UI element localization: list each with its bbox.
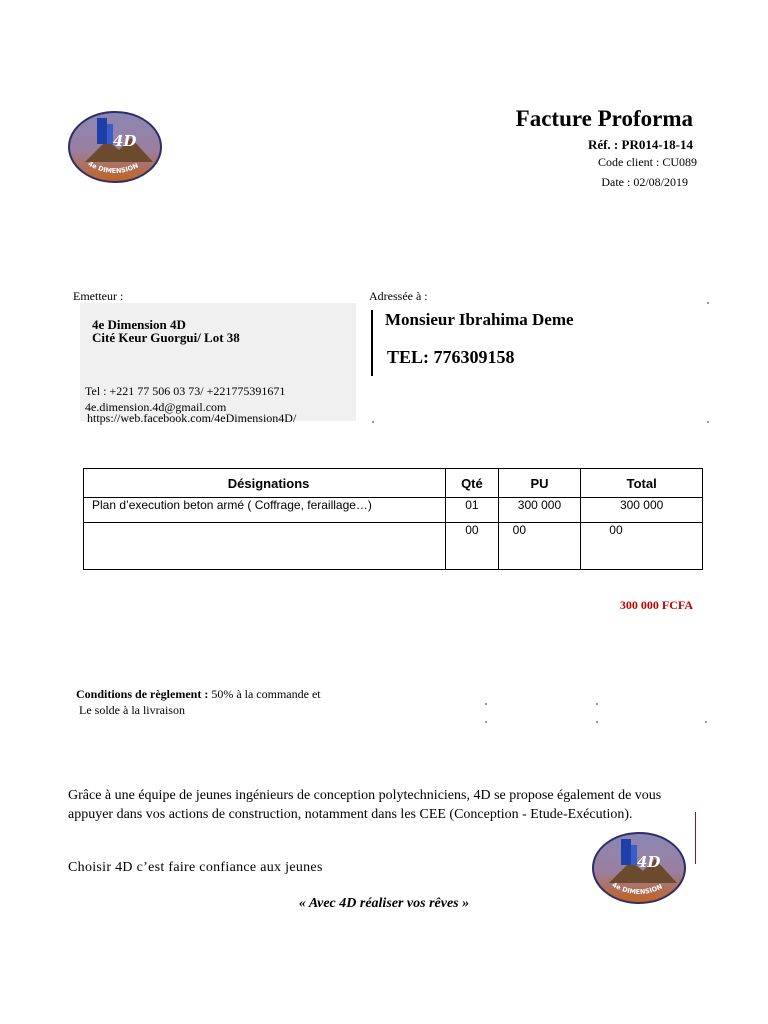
sender-address: Cité Keur Guorgui/ Lot 38 [92, 330, 240, 345]
artifact-dot [707, 421, 709, 423]
cell-qty: 00 [446, 523, 499, 570]
sender-email: 4e.dimension.4d@gmail.com [85, 400, 227, 414]
cell-total: 00 [581, 523, 703, 570]
cell-designation: Plan d’execution beton armé ( Coffrage, feraillage…) [84, 498, 446, 523]
sender-label: Emetteur : [73, 289, 124, 303]
table-row [84, 523, 703, 570]
artifact-dot [485, 721, 487, 723]
artifact-dot [596, 703, 598, 705]
company-logo-graphic [67, 110, 163, 184]
cell-qty: 01 [446, 498, 499, 523]
company-logo-graphic [591, 831, 687, 905]
artifact-dot [485, 703, 487, 705]
column-header-designations: Désignations [84, 469, 446, 498]
column-header-total: Total [581, 469, 703, 498]
payment-conditions [76, 687, 321, 702]
client-code: Code client : CU089 [598, 155, 697, 169]
artifact-dot [596, 721, 598, 723]
table-row [84, 498, 703, 523]
svg-text:4D: 4D [113, 132, 137, 150]
sender-phone: Tel : +221 77 506 03 73/ +221775391671 [85, 384, 286, 398]
cell-designation [84, 523, 446, 570]
table-header-row [84, 469, 703, 498]
sender-facebook: https://web.facebook.com/4eDimension4D/ [87, 411, 297, 425]
svg-text:4e DIMENSION: 4e DIMENSION [86, 159, 140, 176]
recipient-name: Monsieur Ibrahima Deme [385, 310, 574, 329]
tagline: Choisir 4D c’est faire confiance aux jeunes [68, 860, 323, 875]
svg-text:4e DIMENSION: 4e DIMENSION [610, 880, 664, 897]
artifact-dot [705, 721, 707, 723]
column-header-pu: PU [498, 469, 581, 498]
invoice-date: Date : 02/08/2019 [601, 175, 688, 189]
company-logo [67, 110, 163, 184]
conditions-line2: Le solde à la livraison [79, 703, 185, 717]
items-table [83, 468, 703, 570]
recipient-bar [371, 310, 373, 376]
recipient-phone: TEL: 776309158 [387, 347, 515, 367]
recipient-label: Adressée à : [369, 289, 428, 303]
reference-number: Réf. : PR014-18-14 [587, 137, 693, 152]
document-title: Facture Proforma [515, 106, 693, 131]
company-description: Grâce à une équipe de jeunes ingénieurs de conception polytechniciens, 4D se propose également de vous appuyer dans vos actions de construction, notamment dans les CEE (Conception - Etude-Exécution). [68, 788, 662, 822]
slogan: « Avec 4D réaliser vos rêves » [298, 896, 470, 911]
column-header-qty: Qté [446, 469, 499, 498]
sender-name: 4e Dimension 4D [92, 317, 186, 332]
cell-total: 300 000 [581, 498, 703, 523]
company-logo-footer [591, 831, 687, 905]
cell-pu: 00 [498, 523, 581, 570]
artifact-dot [372, 421, 374, 423]
svg-text:4D: 4D [637, 853, 661, 871]
conditions-line1: 50% à la commande et [211, 687, 321, 701]
decorative-line [695, 812, 696, 864]
artifact-dot [707, 302, 709, 304]
conditions-label: Conditions de règlement : [76, 687, 209, 701]
grand-total: 300 000 FCFA [619, 598, 693, 612]
cell-pu: 300 000 [498, 498, 581, 523]
